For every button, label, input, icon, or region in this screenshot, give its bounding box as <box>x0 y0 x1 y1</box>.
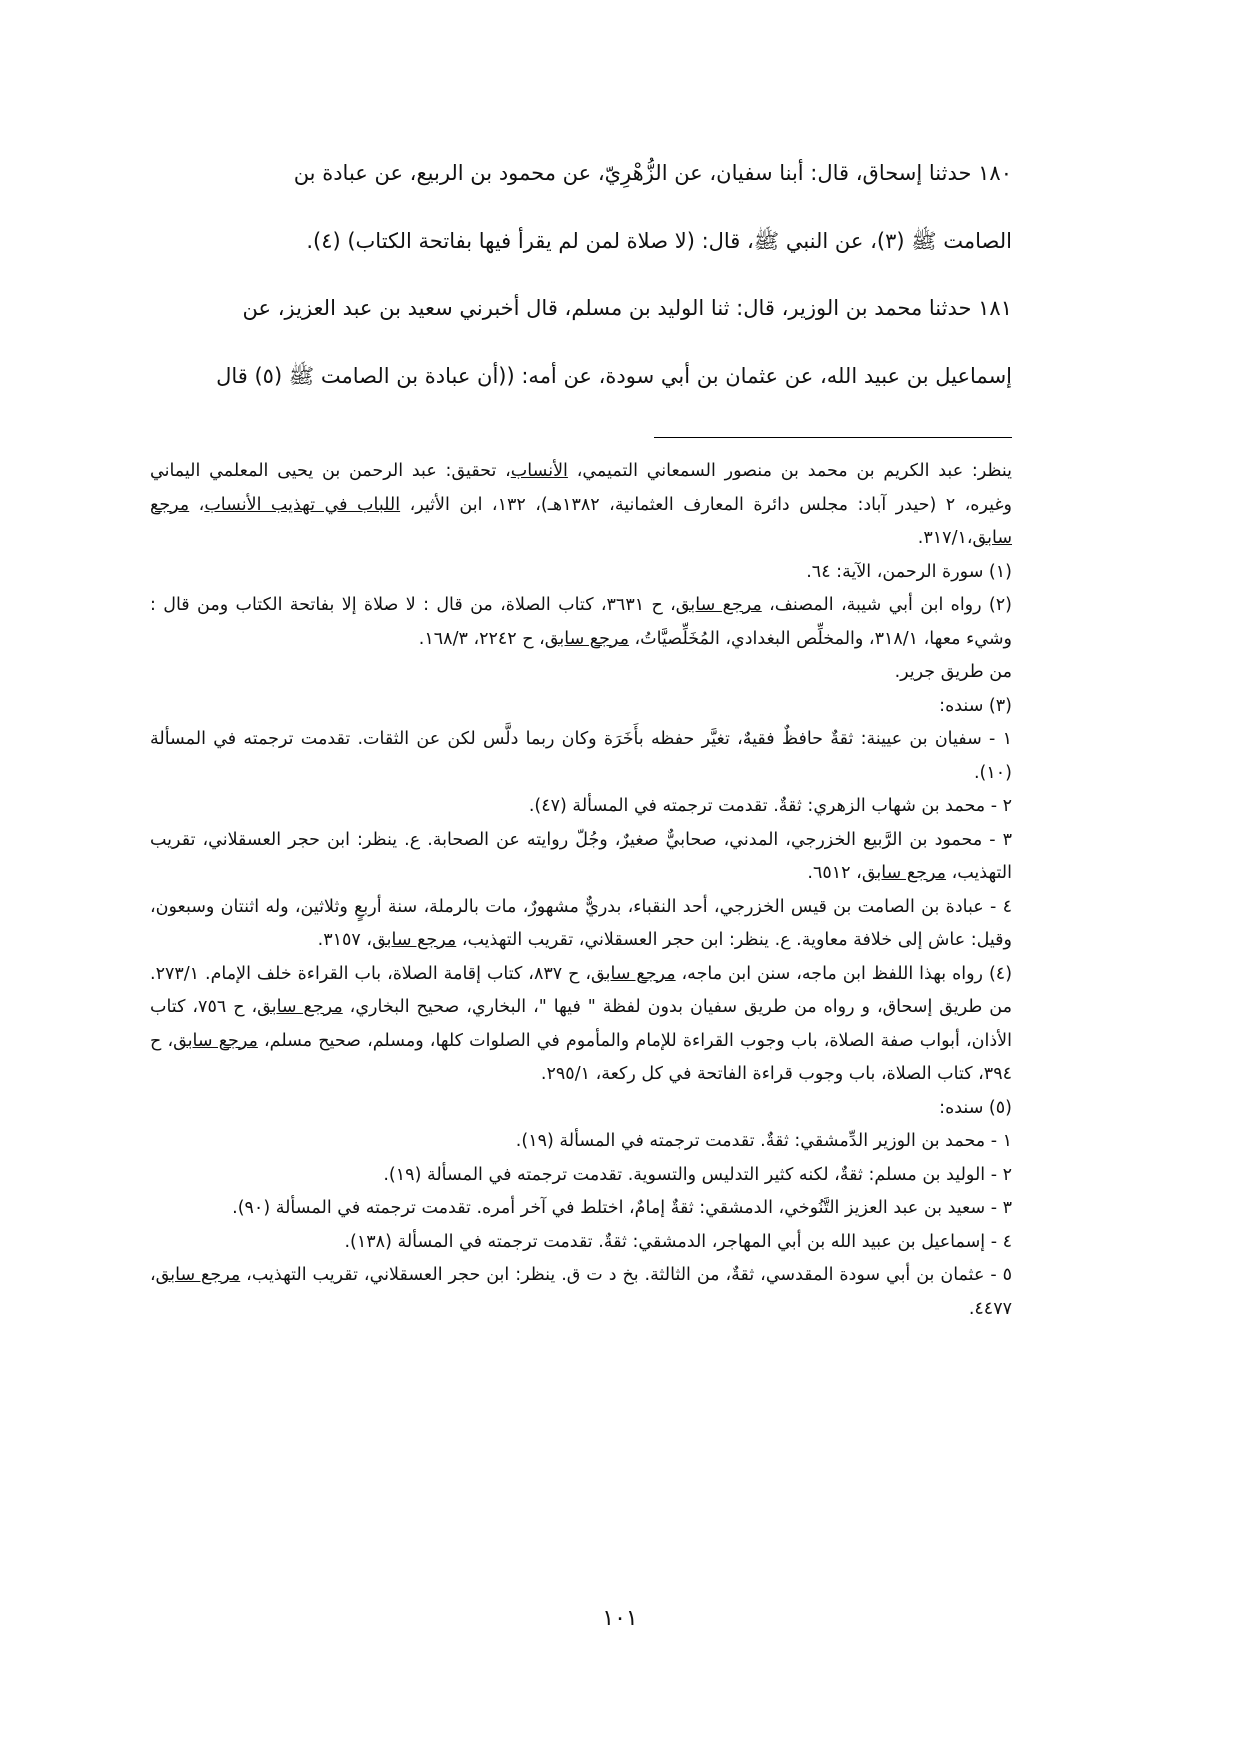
footnote <box>150 455 1012 556</box>
footnote-text: ٤ - عبادة بن الصامت بن قيس الخزرجي، أحد النقباء، بدريٌّ مشهورٌ، مات بالرملة، سنة أربعٍ وثلاثين، وله اثنتان وسبعون، وقيل: عاش إلى خلافة معاوية. ع. ينظر: ابن حجر العسقلاني، تقريب التهذيب، <box>150 896 1012 950</box>
footnote-underlined: مرجع سابق <box>861 863 946 883</box>
footnote-underlined: مرجع سابق <box>544 628 629 649</box>
footnote-underlined: مرجع سابق <box>372 930 457 950</box>
footnote-text: ٢ - الوليد بن مسلم: ثقةٌ، لكنه كثير التدليس والتسوية. تقدمت ترجمته في المسألة (١٩). <box>383 1164 1012 1185</box>
footnote-text: (٣) سنده: <box>939 695 1012 716</box>
footnote-text: (٤) رواه بهذا اللفظ ابن ماجه، سنن ابن ماجه، <box>675 963 1013 984</box>
footnote <box>150 1159 1012 1193</box>
main-line <box>150 208 1012 276</box>
footnote <box>150 1192 1012 1226</box>
footnote-underlined: مرجع سابق <box>173 1030 258 1051</box>
footnote-text: ، ٣١٥٧. <box>317 930 373 950</box>
footnote-text: ٤ - إسماعيل بن عبيد الله بن أبي المهاجر، الدمشقي: ثقةٌ. تقدمت ترجمته في المسألة (١٣٨). <box>344 1231 1012 1252</box>
footnote <box>150 958 1012 1092</box>
footnote-text: ٢ - محمد بن شهاب الزهري: ثقةٌ. تقدمت ترجمته في المسألة (٤٧). <box>528 796 1012 816</box>
footnote-text: ، ح ٣٩٤، كتاب الصلاة، باب وجوب قراءة الفاتحة في كل ركعة، ٢٩٥/١. <box>150 1030 1012 1084</box>
main-line <box>150 275 1012 343</box>
footnote <box>150 891 1012 958</box>
footnote-text: من طريق جرير. <box>894 662 1012 682</box>
footnote <box>150 690 1012 724</box>
footnote-text: ، <box>189 494 205 515</box>
footnote <box>150 1226 1012 1260</box>
footnote-text: (٢) رواه ابن أبي شيبة، المصنف، <box>761 595 1012 615</box>
footnote <box>150 1259 1012 1326</box>
footnote-text: (١) سورة الرحمن، الآية: ٦٤. <box>806 561 1012 582</box>
footnote-text: ١ - سفيان بن عيينة: ثقةٌ حافظٌ فقيهٌ، تغيَّر حفظه بأَخَرَة وكان ربما دلَّس لكن عن الثقات. تقدمت ترجمته في المسألة (١٠). <box>150 729 1012 783</box>
footnote-text: ، ٤٤٧٧. <box>150 1265 1012 1319</box>
footnote <box>150 656 1012 690</box>
main-line-text: إسماعيل بن عبيد الله، عن عثمان بن أبي سودة، عن أمه: ((أن عبادة بن الصامت ﷺ (٥) قال <box>216 363 1012 388</box>
footnote <box>150 824 1012 891</box>
footnote-text: ١ - محمد بن الوزير الدِّمشقي: ثقةٌ. تقدمت ترجمته في المسألة (١٩). <box>515 1131 1012 1151</box>
footnote-underlined: اللباب في تهذيب الأنساب <box>204 494 401 515</box>
footnote-text: ، ح ٨٣٧، كتاب إقامة الصلاة، باب القراءة خلف الإمام. ٢٧٣/١. من طريق إسحاق، و رواه من طريق سفيان بدون لفظة " فيها "، البخاري، صحيح البخاري، <box>150 963 1012 1017</box>
footnote-underlined: مرجع سابق <box>150 494 1012 548</box>
main-text <box>150 140 1012 410</box>
main-line <box>150 343 1012 411</box>
main-line-text: ١٨١ حدثنا محمد بن الوزير، قال: ثنا الوليد بن مسلم، قال أخبرني سعيد بن عبد العزيز، عن <box>242 296 1012 320</box>
footnote-text: ٣ - محمود بن الرَّبيع الخزرجي، المدني، صحابيٌّ صغيرٌ، وجُلّ روايته عن الصحابة. ع. ينظر: ابن حجر العسقلاني، تقريب التهذيب، <box>150 829 1012 883</box>
footnote-separator <box>654 437 1012 438</box>
footnote-text: ٣ - سعيد بن عبد العزيز التَّنُوخي، الدمشقي: ثقةٌ إمامٌ، اختلط في آخر أمره. تقدمت ترجمته في المسألة (٩٠). <box>232 1198 1012 1218</box>
footnote-text: ينظر: عبد الكريم بن محمد بن منصور السمعاني التميمي، <box>567 461 1012 481</box>
footnote-text: ، ح ٢٢٤٢، ١٦٨/٣. <box>418 628 545 649</box>
footnote-text: (٥) سنده: <box>939 1097 1012 1118</box>
footnote <box>150 1092 1012 1126</box>
footnote-underlined: الأنساب <box>510 461 568 481</box>
main-line-text: الصامت ﷺ (٣)، عن النبي ﷺ، قال: (لا صلاة لمن لم يقرأ فيها بفاتحة الكتاب) (٤). <box>306 228 1012 253</box>
main-line-text: ١٨٠ حدثنا إسحاق، قال: أبنا سفيان، عن الزُّهْرِيّ، عن محمود بن الربيع، عن عبادة بن <box>293 161 1012 185</box>
footnote <box>150 589 1012 656</box>
footnote-underlined: مرجع سابق <box>591 963 676 984</box>
footnote-text: ، تحقيق: عبد الرحمن بن يحيى المعلمي اليماني وغيره، ٢ (حيدر آباد: مجلس دائرة المعارف العثمانية، ١٣٨٢هـ)، ١٣٢، ابن الأثير، <box>150 461 1012 515</box>
page-number: ١٠١ <box>602 1606 638 1631</box>
footnote <box>150 1125 1012 1159</box>
footnote <box>150 790 1012 824</box>
footnote-text: ٥ - عثمان بن أبي سودة المقدسي، ثقةٌ، من الثالثة. بخ د ت ق. ينظر: ابن حجر العسقلاني، تقريب التهذيب، <box>240 1265 1012 1285</box>
footnotes <box>150 455 1012 1326</box>
footnote-text: ، ح ٧٥٦، كتاب الأذان، أبواب صفة الصلاة، باب وجوب القراءة للإمام والمأموم في الصلوات كلها، ومسلم، صحيح مسلم، <box>150 997 1012 1051</box>
footnote-text: ،٣١٧/١. <box>917 528 973 548</box>
footnote-text: ، ح ٣٦٣١، كتاب الصلاة، من قال : لا صلاة إلا بفاتحة الكتاب ومن قال : وشيء معها، ٣١٨/١، والمخلِّص البغدادي، المُخَلِّصيَّاتُ، <box>150 595 1012 649</box>
footnote-underlined: مرجع سابق <box>155 1265 241 1285</box>
footnote-underlined: مرجع سابق <box>675 595 762 615</box>
main-line <box>150 140 1012 208</box>
footnote-underlined: مرجع سابق <box>257 997 343 1017</box>
footnote <box>150 556 1012 590</box>
footnote <box>150 723 1012 790</box>
footnote-text: ، ٦٥١٢. <box>807 863 862 883</box>
